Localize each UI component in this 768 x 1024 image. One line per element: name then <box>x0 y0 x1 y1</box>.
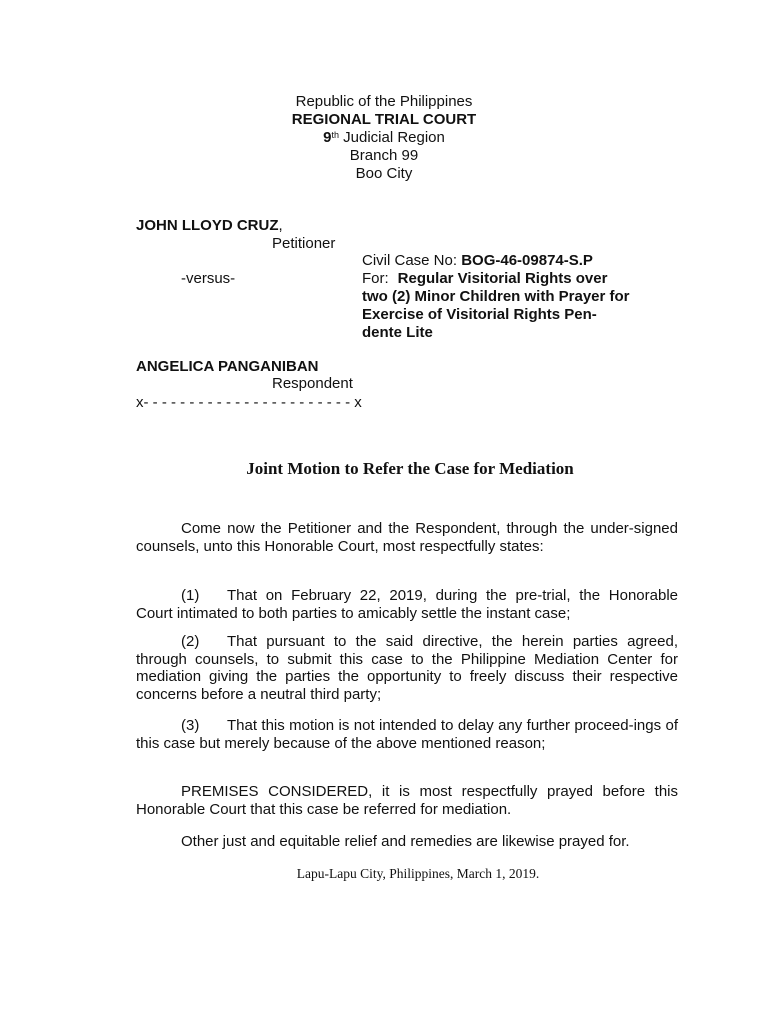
document-title: Joint Motion to Refer the Case for Mediation <box>246 459 574 478</box>
region-suffix: th <box>331 130 339 140</box>
other-relief-paragraph: Other just and equitable relief and remedies are likewise prayed for. <box>181 833 630 850</box>
for-text-2: two (2) Minor Children with Prayer for <box>362 288 630 305</box>
list-item <box>136 633 678 703</box>
region-text: Judicial Region <box>338 129 445 146</box>
respondent-name: ANGELICA PANGANIBAN <box>136 358 319 375</box>
petitioner-role: Petitioner <box>272 235 336 252</box>
versus-label: -versus- <box>181 270 236 287</box>
respondent-role: Respondent <box>272 375 353 392</box>
item-text: That this motion is not intended to delay any further proceed-ings of this case but merely because of the above mentioned reason; <box>136 717 678 752</box>
item-text: That pursuant to the said directive, the herein parties agreed, through counsels, to submit this case to the Philippine Mediation Center for mediation giving the parties the opportunity to freely discuss their respective concerns before a neutral third party; <box>136 633 678 703</box>
court-name: REGIONAL TRIAL COURT <box>291 111 477 128</box>
list-item <box>136 587 678 622</box>
case-number-line <box>362 252 593 269</box>
city-line: Boo City <box>355 165 413 182</box>
petitioner-comma: , <box>278 217 283 234</box>
intro-paragraph: Come now the Petitioner and the Respondent, through the under-signed counsels, unto this Honorable Court, most respectfully states: <box>136 520 678 555</box>
petitioner-name-line <box>136 217 283 234</box>
judicial-region-line <box>0 129 768 147</box>
for-text-3: Exercise of Visitorial Rights Pen- <box>362 306 597 323</box>
list-item <box>136 717 678 752</box>
caption-separator: x- - - - - - - - - - - - - - - - - - - - - - - x <box>136 394 362 411</box>
item-number: (2) <box>181 633 200 650</box>
court-header <box>0 93 768 183</box>
republic-line: Republic of the Philippines <box>295 93 473 110</box>
dateline: Lapu-Lapu City, Philippines, March 1, 2019. <box>296 866 540 881</box>
region-number: 9 <box>323 129 332 146</box>
petitioner-name: JOHN LLOYD CRUZ <box>136 217 279 234</box>
branch-line: Branch 99 <box>349 147 419 164</box>
for-text-4: dente Lite <box>362 324 433 341</box>
for-label: For: <box>362 270 389 287</box>
item-text: That on February 22, 2019, during the pre-trial, the Honorable Court intimated to both parties to amicably settle the instant case; <box>136 587 678 622</box>
item-number: (1) <box>181 587 200 604</box>
item-number: (3) <box>181 717 200 734</box>
case-label: Civil Case No: <box>362 252 462 269</box>
premises-paragraph: PREMISES CONSIDERED, it is most respectfully prayed before this Honorable Court that this case be referred for mediation. <box>136 783 678 818</box>
case-number: BOG-46-09874-S.P <box>461 252 593 269</box>
for-text-1: Regular Visitorial Rights over <box>397 270 608 287</box>
case-subject-block <box>362 270 682 342</box>
for-line-1 <box>362 270 682 288</box>
